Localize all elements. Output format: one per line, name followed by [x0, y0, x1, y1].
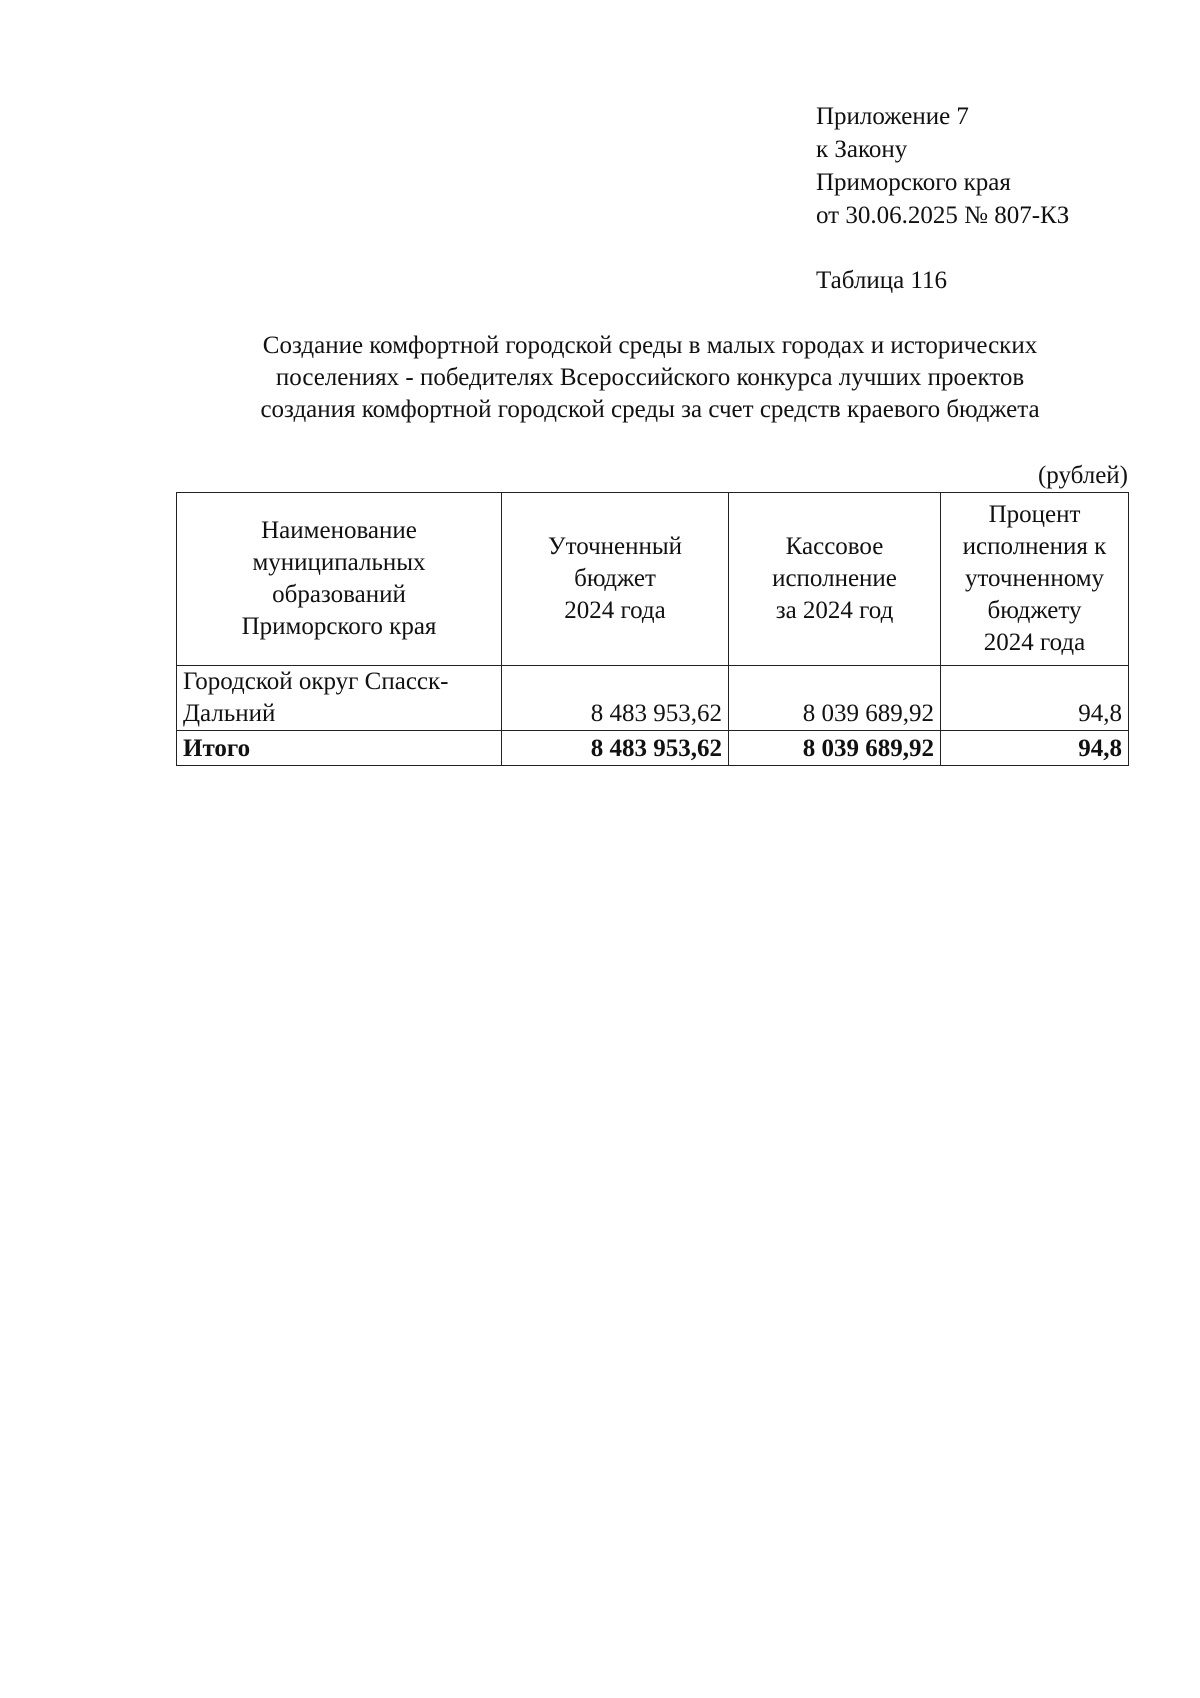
title-line: Создание комфортной городской среды в малых городах и исторических	[262, 332, 1038, 359]
header-municipality	[177, 493, 502, 666]
header-line: Приморского края	[241, 613, 437, 640]
header-line: муниципальных	[252, 549, 426, 576]
total-row	[177, 731, 1129, 766]
percent-cell: 94,8	[941, 666, 1129, 731]
execution-cell: 8 039 689,92	[729, 666, 941, 731]
units-label: (рублей)	[1037, 462, 1128, 489]
municipality-name-cell	[177, 666, 502, 731]
header-line: Наименование	[261, 517, 417, 544]
appendix-line: к Закону	[816, 136, 908, 163]
budget-cell: 8 483 953,62	[502, 666, 729, 731]
header-line: исполнения к	[962, 533, 1107, 560]
appendix-line: Приморского края	[816, 169, 1011, 196]
header-line: за 2024 год	[775, 597, 894, 624]
header-budget	[502, 493, 729, 666]
table-row	[177, 666, 1129, 731]
total-percent-cell: 94,8	[941, 731, 1129, 766]
title-line: поселениях - победителях Всероссийского конкурса лучших проектов	[275, 364, 1025, 391]
table-number: Таблица 116	[816, 267, 947, 294]
header-line: Процент	[988, 501, 1081, 528]
budget-table	[176, 492, 1129, 766]
header-line: исполнение	[772, 565, 897, 592]
header-execution	[729, 493, 941, 666]
header-line: бюджету	[987, 597, 1082, 624]
appendix-line: Приложение 7	[816, 103, 969, 130]
header-line: 2024 года	[564, 597, 666, 624]
header-line: бюджет	[574, 565, 656, 592]
header-percent	[941, 493, 1129, 666]
header-line: Уточненный	[547, 533, 683, 560]
appendix-block	[816, 100, 1069, 232]
table-header-row	[177, 493, 1129, 666]
header-line: Кассовое	[785, 533, 884, 560]
appendix-line: от 30.06.2025 № 807-КЗ	[816, 202, 1070, 229]
total-label: Итого	[177, 731, 502, 766]
header-line: 2024 года	[983, 629, 1086, 656]
municipality-name-line: Дальний	[183, 700, 276, 727]
document-title	[150, 330, 1150, 426]
total-execution-cell: 8 039 689,92	[729, 731, 941, 766]
municipality-name-line: Городской округ Спасск-	[183, 668, 449, 695]
title-line: создания комфортной городской среды за счет средств краевого бюджета	[260, 396, 1040, 423]
header-line: уточненному	[964, 565, 1105, 592]
header-line: образований	[272, 581, 406, 608]
total-budget-cell: 8 483 953,62	[502, 731, 729, 766]
